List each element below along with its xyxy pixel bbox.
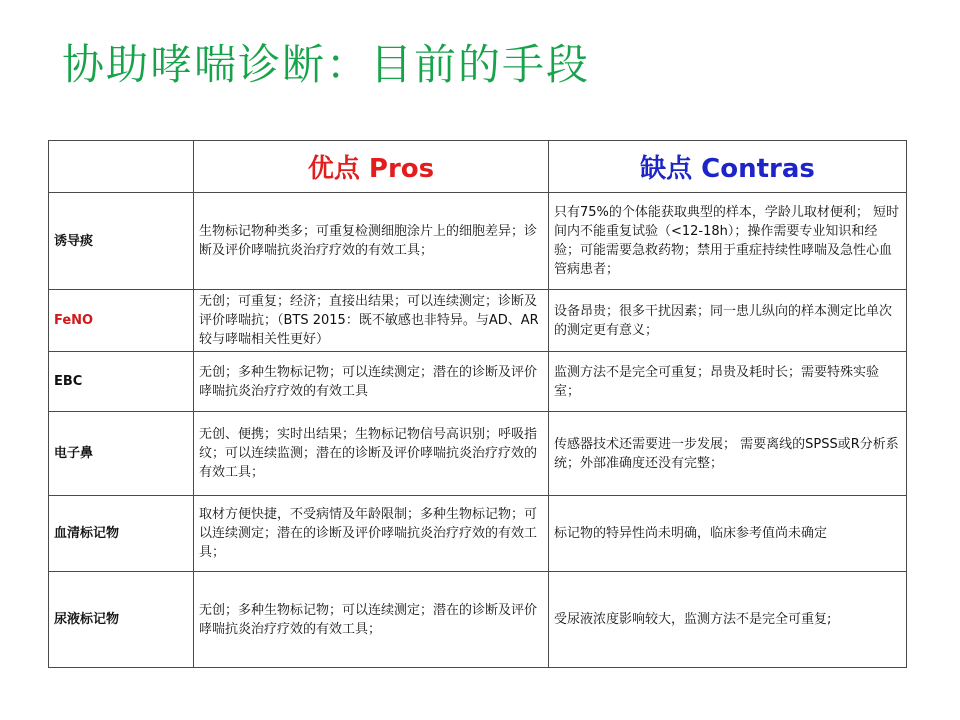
- cons-cell: 受尿液浓度影响较大，监测方法不是完全可重复;: [549, 572, 907, 668]
- header-row: [49, 141, 907, 193]
- cons-cell: 监测方法不是完全可重复；昂贵及耗时长；需要特殊实验室；: [549, 352, 907, 412]
- table-row: [49, 290, 907, 352]
- cons-cell: 只有75%的个体能获取典型的样本，学龄儿取材便利； 短时间内不能重复试验（<12-18h）；操作需要专业知识和经验；可能需要急救药物；禁用于重症持续性哮喘及急性心血管病患者；: [549, 193, 907, 290]
- cons-cell: 传感器技术还需要进一步发展； 需要离线的SPSS或R分析系统；外部准确度还没有完整；: [549, 412, 907, 496]
- table-row: [49, 352, 907, 412]
- cons-header: 缺点 Contras: [549, 141, 907, 193]
- slide-title: 协助哮喘诊断：目前的手段: [62, 40, 591, 89]
- pros-cell: 生物标记物种类多；可重复检测细胞涂片上的细胞差异；诊断及评价哮喘抗炎治疗疗效的有效工具；: [194, 193, 549, 290]
- cons-cell: 标记物的特异性尚未明确，临床参考值尚未确定: [549, 496, 907, 572]
- pros-cell: 无创、便携；实时出结果；生物标记物信号高识别；呼吸指纹；可以连续监测；潜在的诊断及评价哮喘抗炎治疗疗效的有效工具；: [194, 412, 549, 496]
- pros-cell: 无创；可重复；经济；直接出结果；可以连续测定；诊断及评价哮喘抗；（BTS 2015：既不敏感也非特异。与AD、AR较与哮喘相关性更好）: [194, 290, 549, 352]
- cons-cell: 设备昂贵；很多干扰因素；同一患儿纵向的样本测定比单次的测定更有意义；: [549, 290, 907, 352]
- row-label: 血清标记物: [49, 496, 194, 572]
- pros-cell: 取材方便快捷，不受病情及年龄限制；多种生物标记物；可以连续测定；潜在的诊断及评价哮喘抗炎治疗疗效的有效工具；: [194, 496, 549, 572]
- row-label: 诱导痰: [49, 193, 194, 290]
- pros-header: 优点 Pros: [194, 141, 549, 193]
- row-label: 尿液标记物: [49, 572, 194, 668]
- row-label: EBC: [49, 352, 194, 412]
- table-row: [49, 412, 907, 496]
- table-row: [49, 572, 907, 668]
- pros-cell: 无创；多种生物标记物；可以连续测定；潜在的诊断及评价哮喘抗炎治疗疗效的有效工具: [194, 352, 549, 412]
- row-label: 电子鼻: [49, 412, 194, 496]
- comparison-table: [48, 140, 907, 668]
- row-label: FeNO: [49, 290, 194, 352]
- header-corner-cell: [49, 141, 194, 193]
- pros-cell: 无创；多种生物标记物；可以连续测定；潜在的诊断及评价哮喘抗炎治疗疗效的有效工具；: [194, 572, 549, 668]
- table-row: [49, 496, 907, 572]
- table-row: [49, 193, 907, 290]
